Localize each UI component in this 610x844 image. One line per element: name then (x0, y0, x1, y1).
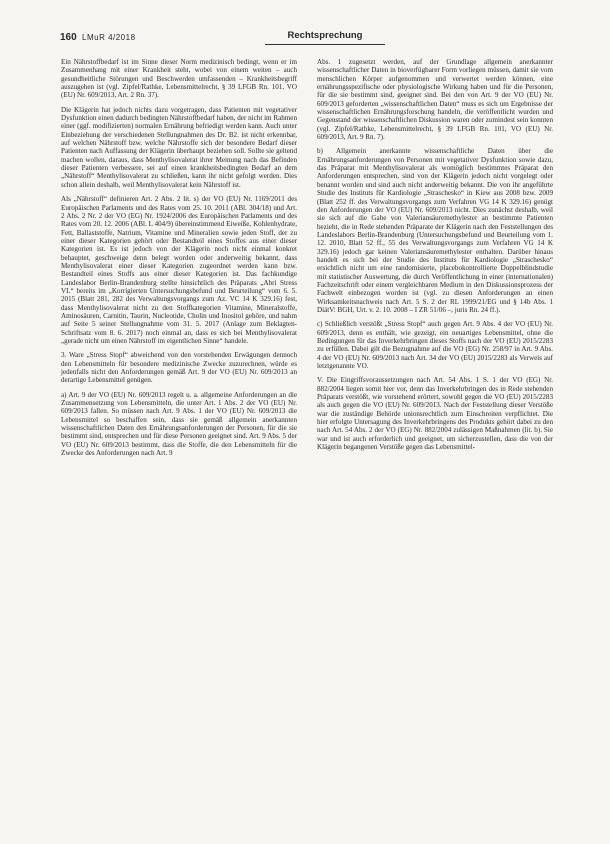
paragraph: V. Die Eingriffsvoraussetzungen nach Art. 54 Abs. 1 S. 1 der VO (EG) Nr. 882/2004 liegen somit hier vor, denn das Inverkehrbringen des in Rede stehenden Präparats verstößt, wie vorstehend erörtert, sowohl gegen die VO (EU) 2015/2283 als auch gegen die VO (EU) Nr. 609/2013. Nach der Feststellung dieser Verstöße war die zuständige Behörde unionsrechtlich zum Einschreiten verpflichtet. Die hier erfolgte Untersagung des Inverkehrbringens des Produkts gehört dabei zu den nach Art. 54 Abs. 2 der VO (EG) Nr. 882/2004 zulässigen Maßnahmen (lit. b). Sie war und ist auch erforderlich und geeignet, um sicherzustellen, dass die von der Klägerin begangenen Verstöße gegen das Lebensmittel- (317, 376, 553, 452)
paragraph: Die Klägerin hat jedoch nichts dazu vorgetragen, dass Patienten mit vegetativer Dysfunktion einen dadurch bedingten Nährstoffbedarf haben, der nicht im Rahmen einer (ggf. modifizierten) normalen Ernährung befriedigt werden kann. Auch unter Einbeziehung der verschiedenen Stellungnahmen des Dr. B2. ist nicht erkennbar, auf welchen Nährstoff bzw. welche Nährstoffe sich der besondere Bedarf dieser Patienten nach Auffassung der Klägerin überhaupt beziehen soll. Sollte sie geltend machen wollen, daraus, dass Menthylisovalerat ihrer Meinung nach das Befinden dieser Patienten verbessere, sei auf einen krankheitsbedingten Bedarf an dem „Nährstoff“ Menthylisovalerat zu schließen, kann ihr nicht gefolgt werden. Dies schon allein deshalb, weil Menthylisovalerat kein Nährstoff ist. (61, 105, 297, 189)
paragraph: b) Allgemein anerkannte wissenschaftliche Daten über die Ernährungsanforderungen von Personen mit vegetativer Dysfunktion sowie dazu, das Präparat mit Menthylisovalerat als womöglich bestimmtes Präparat den Anforderungen entsprechen, sind von der Klägerin jedoch nicht vorgelegt oder benannt worden und sind auch nicht anderweitig bekannt. Die von ihr angeführte Studie des Instituts für Kardiologie „Straschesko“ in Kiew aus 2008 bzw. 2009 (Blatt 252 ff. des Verwaltungsvorgangs zum Verfahren VG 14 K 329.16) genügt den Anforderungen der VO (EU) Nr. 609/2013 nicht. Dies zunächst deshalb, weil sie sich auf die Gabe von Valeriansäuremethylester an bestimmte Patienten bezieht, die in Rede stehenden Präparate der Klägerin nach den Feststellungen des Landeslabors Berlin-Brandenburg (Untersuchungsbefund und Beurteilung vom 1. 12. 2010, Blatt 52 ff., 55 des Verwaltungsvorgangs zum Verfahren VG 14 K 329.16) jedoch gar keinen Valeriansäuremethylester enthalten. Darüber hinaus handelt es sich bei der Studie des Instituts für Kardiologie „Straschesko“ ersichtlich nicht um eine randomisierte, placebokontrollierte Doppelblindstudie mit statistischer Auswertung, die durch Veröffentlichung in einer (internationalen) Fachzeitschrift oder einem vergleichbaren Medium in den Diskussionsprozess der Fachwelt einbezogen worden ist (vgl. zu diesen Anforderungen an einen Wirksamkeitsnachweis nach Art. 5 S. 2 der RL 1999/21/EG und § 14b Abs. 1 DiätV: BGH, Urt. v. 2. 10. 2008 – I ZR 51/06 –, juris Rn. 24 ff.). (317, 147, 553, 314)
paragraph: c) Schließlich verstößt „Stress Stopf“ auch gegen Art. 9 Abs. 4 der VO (EU) Nr. 609/2013, denn es enthält, wie gezeigt, ein neuartiges Lebensmittel, ohne die Bedingungen für das Inverkehrbringen dieses Stoffs nach der VO (EU) 2015/2283 zu erfüllen. Dabei gilt die Bezugnahme auf die VO (EG) Nr. 258/97 in Art. 9 Abs. 4 der VO (EU) Nr. 609/2013 nach Art. 34 der VO (EU) 2015/2283 als Verweis auf letztgenannte VO. (317, 320, 553, 371)
section-title: Rechtsprechung (265, 30, 385, 45)
page-header (60, 30, 558, 50)
journal-name: LMuR 4/2018 (82, 33, 136, 42)
paragraph: a) Art. 9 der VO (EU) Nr. 609/2013 regelt u. a. allgemeine Anforderungen an die Zusammensetzung von Lebensmitteln, die unter Art. 1 Abs. 2 der VO (EU) Nr. 609/2013 fallen. So müssen nach Art. 9 Abs. 1 der VO (EU) Nr. 609/2013 die Lebensmittel so beschaffen sein, dass sie gemäß allgemein anerkannten wissenschaftlichen Daten den Ernährungsanforderungen der Personen, für die sie bestimmt sind, entsprechen und für diese Personen geeignet sind. Art. 9 Abs. 5 der VO (EU) Nr. 609/2013 bestimmt, dass die Stoffe, die den Lebensmitteln für die Zwecke des Anforderungen nach Art. 9 (61, 390, 297, 458)
page-number: 160 (60, 32, 77, 43)
left-column (61, 58, 297, 463)
right-column (317, 58, 553, 457)
paragraph: Abs. 1 zugesetzt werden, auf der Grundlage allgemein anerkannter wissenschaftlicher Daten in bioverfügbarer Form vorliegen müssen, damit sie vom menschlichen Körper aufgenommen und verwertet werden können, eine ernährungsspezifische oder physiologische Wirkung haben und für die Personen, für die sie bestimmt sind, geeignet sind. Bei den von Art. 9 der VO (EU) Nr. 609/2013 geforderten „wissenschaftlichen Daten“ muss es sich um Ergebnisse der wissenschaftlichen Ernährungsforschung handeln, die veröffentlicht wurden und Gegenstand der wissenschaftlichen Diskussion waren oder zumindest sein konnten (vgl. Zipfel/Rathke, Lebensmittelrecht, § 39 LFGB Rn. 101, VO (EU) Nr. 609/2013, Art. 9 Rn. 7). (317, 58, 553, 142)
paragraph: Als „Nährstoff“ definieren Art. 2 Abs. 2 lit. s) der VO (EU) Nr. 1169/2011 des Europäischen Parlaments und des Rates vom 25. 10. 2011 (ABl. 304/18) und Art. 2 Abs. 2 Nr. 2 der VO (EG) Nr. 1924/2006 des Europäischen Parlaments und des Rates vom 20. 12. 2006 (ABl. L 404/9) übereinstimmend Eiweiße, Kohlenhydrate, Fett, Ballaststoffe, Natrium, Vitamine und Mineralien sowie jeden Stoff, der zu einer dieser Kategorien gehört oder Bestandteil eines Stoffes aus einer dieser Kategorien ist. Es ist jedoch von der Klägerin noch nicht einmal konkret behauptet, geschweige denn belegt worden oder anderweitig bekannt, dass Menthylisovalerat einer dieser Kategorien zugeordnet werden kann bzw. Bestandteil eines Stoffs aus einer dieser Kategorien ist. Das fachkundige Landeslabor Berlin-Brandenburg stellte hinsichtlich des Präparats „Abri Stress VL“ bereits im „Korrigierten Untersuchungsbefund und Beurteilung“ vom 6. 5. 2015 (Blatt 281, 282 des Verwaltungsvorgangs zum Az. VC 14 K 329.16) fest, dass Menthylisovalerat nicht zu den Stoffkategorien Vitamine, Mineralstoffe, Aminosäuren, Carnitin, Taurin, Nucleotide, Cholin und Inositol gehöre, und nahm auf Seite 5 seiner Stellungnahme vom 31. 5. 2017 (Anlage zum Beklagten-Schriftsatz vom 8. 6. 2017) noch einmal an, dass es sich bei Menthylisovalerat „gerade nicht um einen Nährstoff im eigentlichen Sinne“ handele. (61, 195, 297, 345)
paragraph: Ein Nährstoffbedarf ist im Sinne dieser Norm medizinisch bedingt, wenn er im Zusammenhang mit einer Krankheit steht, wobei von einem weiten – auch gesundheitliche Störungen und Beschwerden umfassenden – Krankheitsbegriff auszugehen ist (vgl. Zipfel/Rathke, Lebensmittelrecht, § 39 LFGB Rn. 101, VO (EU) Nr. 609/2013, Art. 2 Rn. 37). (61, 58, 297, 100)
paragraph: 3. Ware „Stress Stopf“ abweichend von den vorstehenden Erwägungen dennoch den Lebensmitteln für besondere medizinische Zwecke zuzurechnen, würde es jedenfalls nicht den Anforderungen gemäß Art. 9 der VO (EU) Nr. 609/2013 an derartige Lebensmittel genügen. (61, 351, 297, 385)
